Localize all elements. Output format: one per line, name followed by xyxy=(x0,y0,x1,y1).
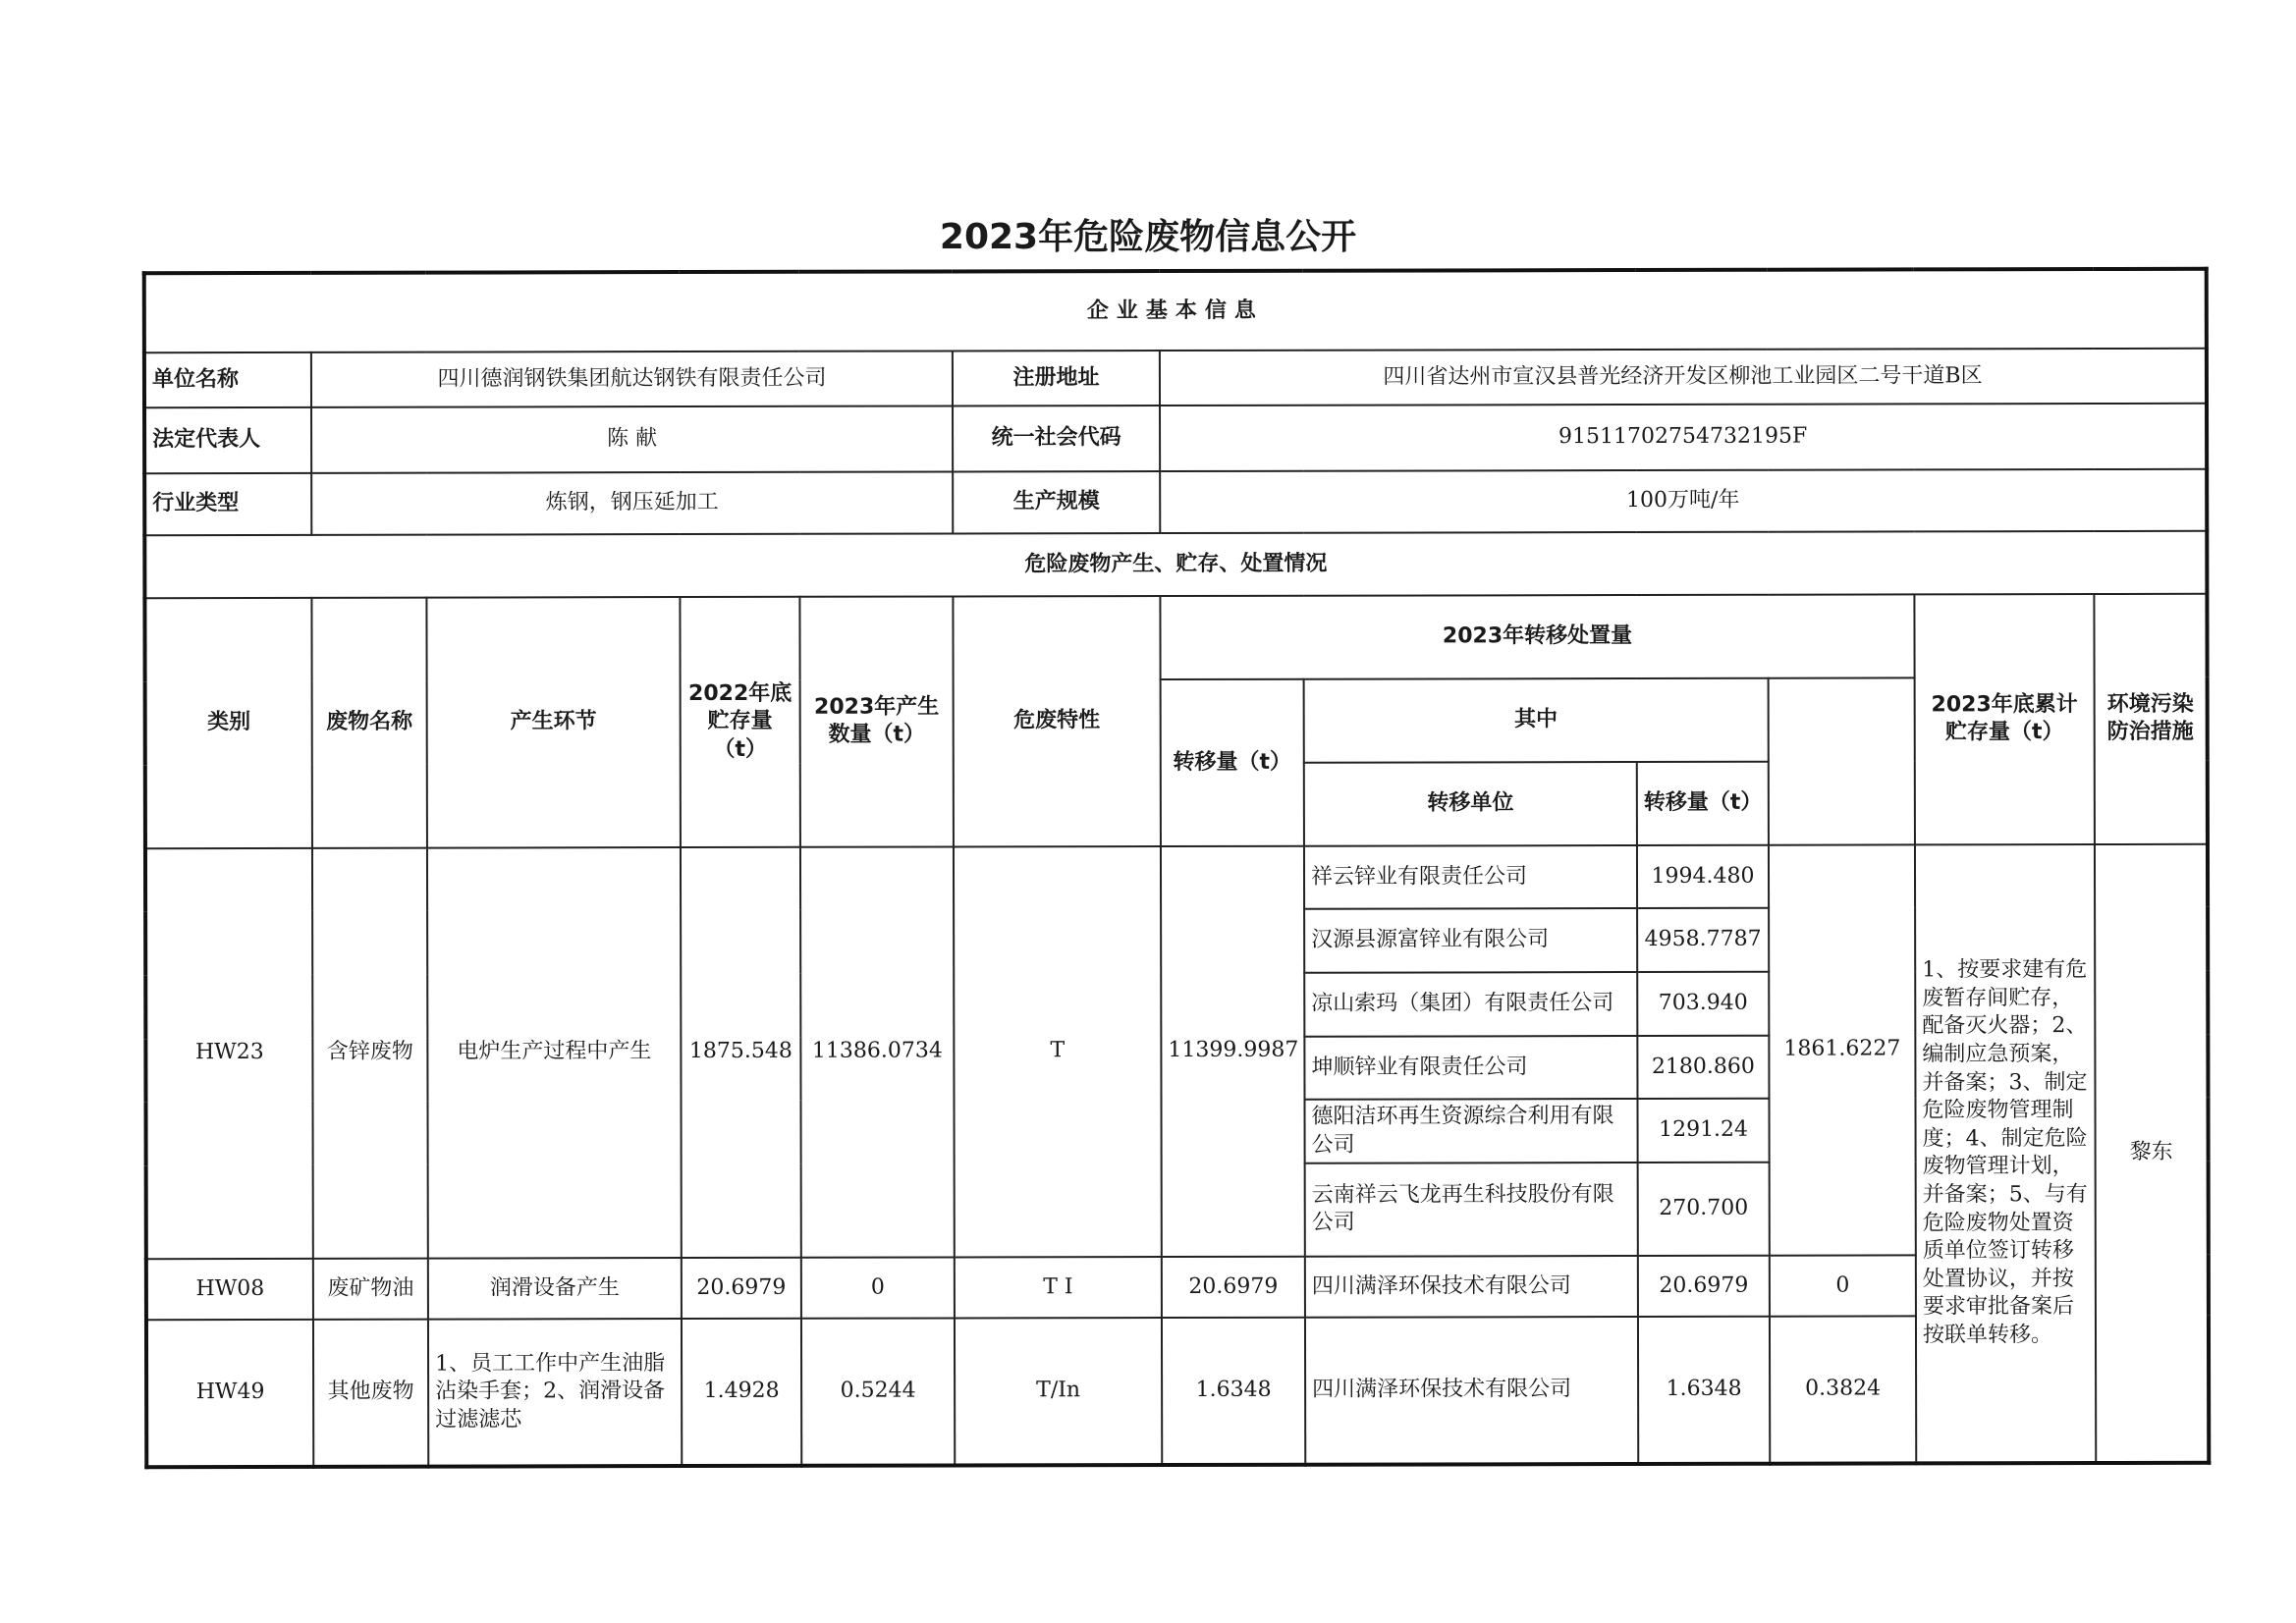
legal-rep-value: 陈 献 xyxy=(311,406,953,473)
transfer-unit: 凉山索玛（集团）有限责任公司 xyxy=(1304,972,1637,1036)
col-header-name: 废物名称 xyxy=(311,598,427,848)
transfer-unit: 四川满泽环保技术有限公司 xyxy=(1305,1256,1638,1318)
row-transfer-amount: 1.6348 xyxy=(1162,1318,1305,1465)
row-produced-2023: 0 xyxy=(801,1257,955,1319)
row-stock-2023: 1861.6227 xyxy=(1769,844,1916,1255)
document-title: 2023年危险废物信息公开 xyxy=(939,217,1357,257)
row-produced-2023: 11386.0734 xyxy=(800,846,955,1257)
unit-name-label: 单位名称 xyxy=(144,352,311,408)
transfer-qty: 4958.7787 xyxy=(1637,908,1769,972)
col-header-transfer-qty: 转移量（t） xyxy=(1637,762,1769,845)
responsible-person: 黎东 xyxy=(2095,844,2209,1464)
col-header-transfer-amount: 转移量（t） xyxy=(1161,679,1304,846)
row-hazard: T xyxy=(954,846,1162,1257)
col-header-hazard: 危废特性 xyxy=(953,596,1161,846)
address-label: 注册地址 xyxy=(953,351,1160,406)
row-process: 润滑设备产生 xyxy=(428,1258,682,1320)
transfer-unit: 德阳洁环再生资源综合利用有限公司 xyxy=(1304,1099,1637,1163)
row-transfer-amount: 11399.9987 xyxy=(1161,845,1305,1256)
row-stock-2023: 0.3824 xyxy=(1770,1317,1916,1464)
col-header-stock-2022: 2022年底贮存量（t） xyxy=(680,597,800,847)
col-header-among: 其中 xyxy=(1304,678,1769,763)
col-header-stock-2023: 2023年底累计贮存量（t） xyxy=(1914,594,2095,844)
row-name: 其他废物 xyxy=(313,1320,428,1467)
row-produced-2023: 0.5244 xyxy=(801,1319,955,1466)
col-header-category: 类别 xyxy=(144,598,312,848)
transfer-qty: 270.700 xyxy=(1638,1163,1770,1256)
legal-rep-label: 法定代表人 xyxy=(144,407,311,473)
transfer-qty: 20.6979 xyxy=(1638,1256,1770,1318)
row-category: HW49 xyxy=(146,1320,313,1467)
table-row xyxy=(146,1255,2209,1321)
row-stock-2022: 20.6979 xyxy=(682,1258,801,1320)
table-row xyxy=(145,844,2208,912)
scale-label: 生产规模 xyxy=(953,471,1160,533)
row-name: 含锌废物 xyxy=(312,847,428,1258)
row-hazard: T/In xyxy=(955,1318,1162,1465)
transfer-qty: 703.940 xyxy=(1637,972,1769,1036)
col-header-transfer-group: 2023年转移处置量 xyxy=(1160,595,1914,679)
table-row xyxy=(146,1316,2209,1467)
row-process: 电炉生产过程中产生 xyxy=(427,847,682,1259)
transfer-qty: 1291.24 xyxy=(1637,1099,1769,1163)
col-header-produced-2023: 2023年产生数量（t） xyxy=(799,597,954,847)
transfer-unit: 云南祥云飞龙再生科技股份有限公司 xyxy=(1305,1163,1638,1257)
row-transfer-amount: 20.6979 xyxy=(1162,1256,1305,1318)
waste-section-title: 危险废物产生、贮存、处置情况 xyxy=(144,530,2207,598)
row-category: HW23 xyxy=(145,848,313,1259)
col-header-transfer-unit: 转移单位 xyxy=(1304,762,1637,846)
transfer-unit: 汉源县源富锌业有限公司 xyxy=(1304,908,1637,972)
col-header-measures: 环境污染防治措施 xyxy=(2094,594,2208,844)
pollution-measures: 1、按要求建有危废暂存间贮存，配备灭火器；2、编制应急预案，并备案；3、制定危险废物管理制度；4、制定危险废物管理计划，并备案；5、与有危险废物处置资质单位签订转移处置协议，并按要求审批备案后按联单转移。 xyxy=(1915,844,2096,1464)
address-value: 四川省达州市宣汉县普光经济开发区柳池工业园区二号干道B区 xyxy=(1160,349,2207,406)
transfer-unit: 祥云锌业有限责任公司 xyxy=(1304,845,1637,909)
row-process: 1、员工工作中产生油脂沾染手套；2、润滑设备过滤滤芯 xyxy=(428,1319,682,1466)
col-header-process: 产生环节 xyxy=(426,597,681,847)
row-hazard: T I xyxy=(955,1257,1162,1319)
transfer-unit: 坤顺锌业有限责任公司 xyxy=(1304,1036,1637,1100)
unit-name-value: 四川德润钢铁集团航达钢铁有限责任公司 xyxy=(311,351,953,407)
industry-label: 行业类型 xyxy=(144,473,311,535)
credit-code-value: 91511702754732195F xyxy=(1160,404,2207,471)
row-category: HW08 xyxy=(146,1259,313,1321)
scale-value: 100万吨/年 xyxy=(1160,469,2207,533)
row-stock-2022: 1875.548 xyxy=(681,847,801,1258)
credit-code-label: 统一社会代码 xyxy=(953,406,1160,471)
row-name: 废矿物油 xyxy=(313,1258,428,1320)
row-stock-2022: 1.4928 xyxy=(682,1319,801,1466)
basic-info-section-title: 企业基本信息 xyxy=(144,269,2207,352)
transfer-qty: 1.6348 xyxy=(1638,1317,1770,1464)
transfer-qty: 2180.860 xyxy=(1637,1035,1769,1099)
transfer-unit: 四川满泽环保技术有限公司 xyxy=(1305,1317,1638,1464)
transfer-qty: 1994.480 xyxy=(1637,844,1769,908)
disclosure-table xyxy=(142,267,2212,1469)
row-stock-2023: 0 xyxy=(1770,1255,1916,1317)
industry-value: 炼钢，钢压延加工 xyxy=(311,471,953,534)
